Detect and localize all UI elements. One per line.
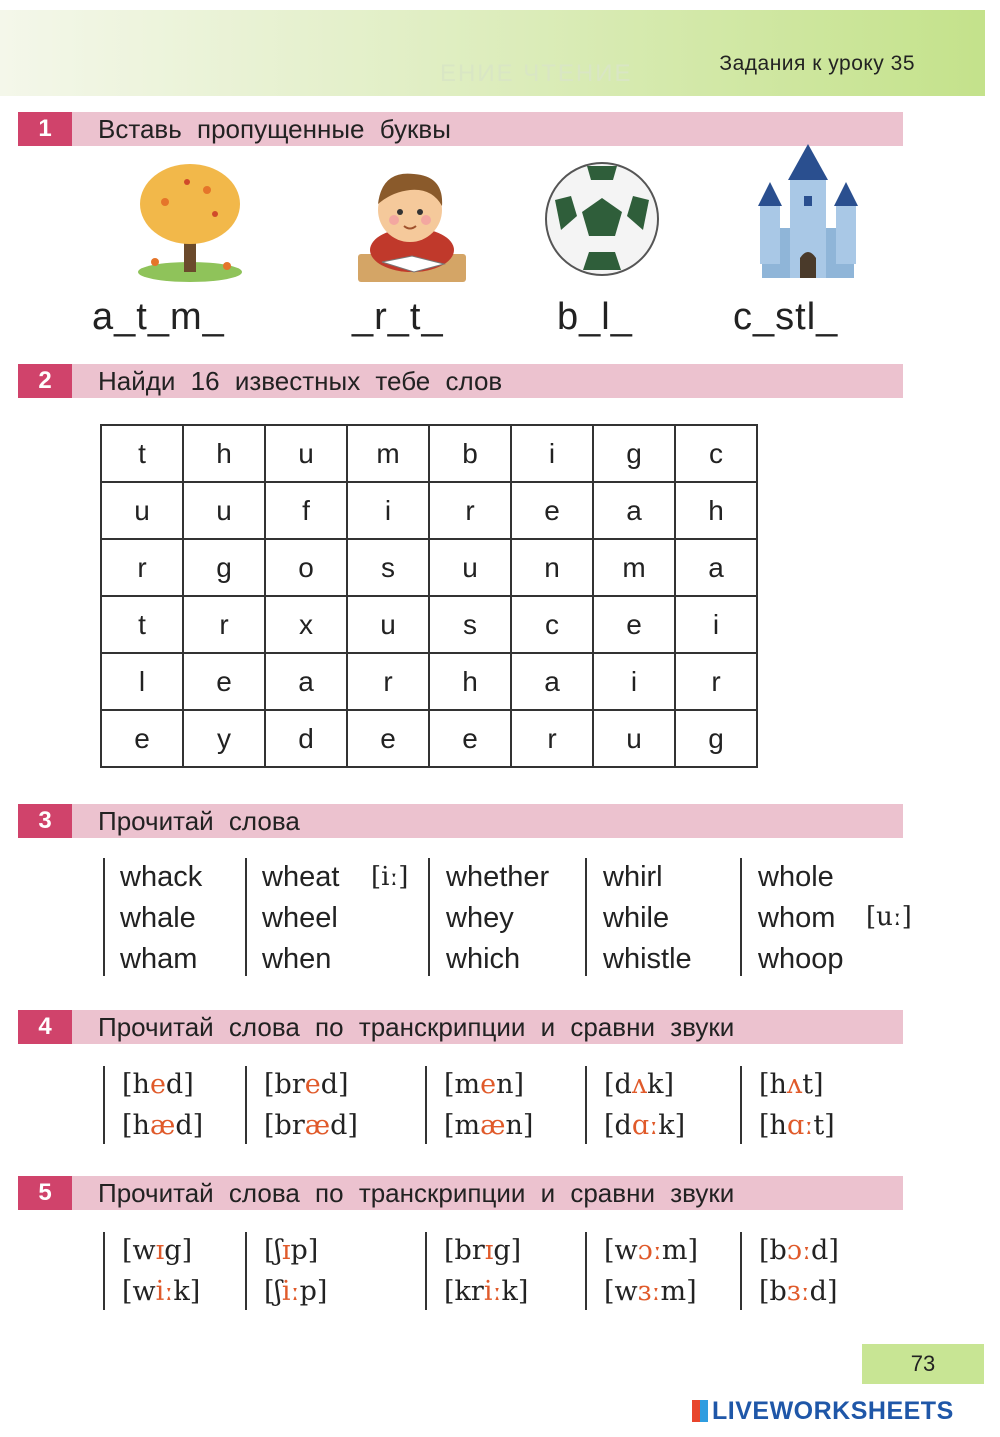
vowel-sound: e [149,1069,166,1100]
section-number: 4 [18,1010,72,1044]
section-title: Вставь пропущенные буквы [98,114,451,144]
transcription-column [604,1064,685,1146]
grid-cell[interactable]: n [511,539,593,596]
transcription [122,1064,203,1105]
grid-cell[interactable]: e [511,482,593,539]
transcription-part: [w [122,1276,156,1307]
section-5-header [18,1176,903,1210]
column-divider [103,858,105,976]
grid-cell[interactable]: r [347,653,429,710]
vowel-sound: ɑː [786,1110,814,1141]
section-title: Прочитай слова [98,806,300,836]
vowel-sound: iː [155,1276,174,1307]
transcription-part: k] [647,1069,674,1100]
transcription-part: [ʃ [264,1276,282,1307]
transcription [759,1105,835,1146]
transcription [264,1271,327,1312]
grid-cell[interactable]: r [511,710,593,767]
transcription [444,1230,528,1271]
transcription-column [759,1064,835,1146]
column-divider [245,1232,247,1310]
transcription [759,1230,839,1271]
transcription-part: [h [759,1069,787,1100]
transcription-part: g] [493,1235,522,1266]
word: whirl [603,861,663,893]
vowel-sound: æ [304,1110,331,1141]
transcription-part: t] [813,1110,835,1141]
transcription-part: n] [505,1110,534,1141]
grid-cell[interactable]: a [511,653,593,710]
grid-cell[interactable]: t [101,425,183,482]
grid-cell[interactable]: m [593,539,675,596]
grid-cell[interactable]: g [183,539,265,596]
word-column [603,857,692,980]
transcription [604,1271,698,1312]
transcription-part: m] [661,1235,699,1266]
grid-row [101,425,757,482]
section-number: 1 [18,112,72,146]
vowel-sound: ʌ [786,1069,803,1100]
transcription [264,1064,358,1105]
word-search-grid [100,424,758,768]
word-column [262,857,339,980]
transcription-part: d] [320,1069,349,1100]
grid-row [101,539,757,596]
castle-icon [752,138,864,280]
grid-cell[interactable]: s [429,596,511,653]
grid-row [101,653,757,710]
section-3-header [18,804,903,838]
transcription-part: [kr [444,1276,484,1307]
grid-row [101,710,757,767]
transcription-part: m] [660,1276,697,1307]
word-gap-label: _r_t_ [352,296,444,338]
word: wheel [262,902,338,934]
word-column [446,857,549,980]
grid-cell[interactable]: f [265,482,347,539]
transcription-part: [h [122,1110,150,1141]
transcription-part: k] [173,1276,201,1307]
lesson-title: Задания к уроку 35 [719,52,915,75]
grid-cell[interactable]: g [675,710,757,767]
page-number: 73 [862,1344,984,1384]
grid-cell[interactable]: r [183,596,265,653]
grid-cell[interactable]: e [101,710,183,767]
transcription-part: k] [501,1276,529,1307]
grid-cell[interactable]: x [265,596,347,653]
transcription-part: d] [165,1069,194,1100]
transcription [604,1105,685,1146]
word: which [446,943,521,975]
column-divider [740,858,742,976]
word: whoop [758,943,844,975]
vowel-sound: ɔː [637,1235,662,1266]
transcription [122,1230,200,1271]
transcription-part: p] [290,1235,319,1266]
grid-cell[interactable]: r [101,539,183,596]
transcription-part: p] [299,1276,328,1307]
section-number: 2 [18,364,72,398]
transcription-column [444,1064,533,1146]
column-divider [103,1066,105,1144]
grid-cell[interactable]: e [347,710,429,767]
column-divider [425,1066,427,1144]
transcription-part: [w [604,1235,638,1266]
transcription-part: [d [604,1110,632,1141]
word: whey [446,902,514,934]
transcription-column [264,1064,358,1146]
transcription-part: t] [802,1069,824,1100]
liveworksheets-logo-icon [692,1400,708,1422]
transcription-part: k] [658,1110,686,1141]
column-divider [740,1066,742,1144]
grid-cell[interactable]: i [347,482,429,539]
vowel-sound: iː [483,1276,502,1307]
word: while [603,902,670,934]
grid-cell[interactable]: d [265,710,347,767]
transcription-part: d] [175,1110,204,1141]
grid-cell[interactable]: u [265,425,347,482]
grid-cell[interactable]: t [101,596,183,653]
word-gap-label: b_l_ [557,296,633,338]
transcription [759,1271,839,1312]
transcription-part: [m [444,1069,481,1100]
vowel-sound: ɜː [786,1276,810,1307]
header-ghost-text: ЕНИЕ ЧТЕНИЕ [440,60,633,87]
transcription-part: d] [811,1235,839,1266]
grid-cell[interactable]: u [593,710,675,767]
column-divider [245,858,247,976]
transcription [444,1105,533,1146]
grid-cell[interactable]: h [675,482,757,539]
transcription [122,1105,203,1146]
transcription [604,1230,698,1271]
grid-cell[interactable]: e [183,653,265,710]
transcription-column [264,1230,327,1312]
boy-writing-icon [352,162,472,284]
section-title: Найди 16 известных тебе слов [98,366,503,396]
transcription-part: [br [264,1069,305,1100]
grid-cell[interactable]: s [347,539,429,596]
word: wheat [262,861,340,893]
grid-cell[interactable]: i [511,425,593,482]
column-divider [585,1232,587,1310]
grid-cell[interactable]: y [183,710,265,767]
vowel-sound: ɔː [786,1235,812,1266]
word: whack [120,861,203,893]
grid-cell[interactable]: a [593,482,675,539]
grid-cell[interactable]: i [675,596,757,653]
transcription [264,1105,358,1146]
transcription-part: [h [759,1110,787,1141]
vowel-sound: ɪ [155,1235,165,1266]
vowel-sound: e [304,1069,321,1100]
section-4-header [18,1010,903,1044]
transcription-part: g] [164,1235,193,1266]
grid-cell[interactable]: a [675,539,757,596]
word-gap-label: c_stl_ [733,296,839,338]
transcription-part: [br [444,1235,485,1266]
transcription-part: [w [604,1276,638,1307]
phoneme-tag: [uː] [866,902,912,932]
transcription-column [759,1230,839,1312]
transcription [122,1271,200,1312]
vowel-sound: æ [480,1110,506,1141]
grid-cell[interactable]: u [347,596,429,653]
vowel-sound: ɑː [631,1110,659,1141]
grid-cell[interactable]: l [101,653,183,710]
transcription-column [122,1230,200,1312]
grid-cell[interactable]: c [511,596,593,653]
column-divider [425,1232,427,1310]
word-gap-label: a_t_m_ [92,296,225,338]
grid-cell[interactable]: e [593,596,675,653]
transcription-column [122,1064,203,1146]
grid-cell[interactable]: o [265,539,347,596]
section-number: 5 [18,1176,72,1210]
transcription [604,1064,685,1105]
transcription-part: [d [604,1069,632,1100]
transcription-column [604,1230,698,1312]
word: whistle [603,943,692,975]
grid-cell[interactable]: c [675,425,757,482]
brand-label: LIVEWORKSHEETS [712,1397,954,1425]
grid-cell[interactable]: r [675,653,757,710]
brand-logo[interactable] [692,1397,954,1426]
grid-cell[interactable]: r [429,482,511,539]
column-divider [585,1066,587,1144]
grid-cell[interactable]: m [347,425,429,482]
grid-cell[interactable]: b [429,425,511,482]
transcription-part: d] [809,1276,838,1307]
soccer-ball-icon [543,160,661,278]
grid-row [101,482,757,539]
transcription-part: [h [122,1069,150,1100]
transcription [759,1064,835,1105]
column-divider [103,1232,105,1310]
transcription-part: [ʃ [264,1235,282,1266]
section-title: Прочитай слова по транскрипции и сравни звуки [98,1012,735,1042]
grid-cell[interactable]: i [593,653,675,710]
column-divider [740,1232,742,1310]
column-divider [585,858,587,976]
section-title: Прочитай слова по транскрипции и сравни звуки [98,1178,735,1208]
transcription-part: [b [759,1235,787,1266]
vowel-sound: ʌ [631,1069,648,1100]
word: whale [120,902,196,934]
vowel-sound: æ [149,1110,176,1141]
word: wham [120,943,198,975]
transcription-part: [w [122,1235,156,1266]
word: when [262,943,332,975]
grid-row [101,596,757,653]
column-divider [245,1066,247,1144]
vowel-sound: ɜː [637,1276,661,1307]
grid-cell[interactable]: h [429,653,511,710]
vowel-sound: e [480,1069,497,1100]
phoneme-tag: [iː] [371,862,409,892]
word-column [758,857,843,980]
grid-cell[interactable]: e [429,710,511,767]
grid-cell[interactable]: g [593,425,675,482]
transcription [264,1230,327,1271]
section-number: 3 [18,804,72,838]
transcription-part: [m [444,1110,481,1141]
grid-cell[interactable]: h [183,425,265,482]
transcription-column [444,1230,528,1312]
vowel-sound: iː [281,1276,300,1307]
word: whole [758,861,834,893]
word: whom [758,902,836,934]
transcription [444,1271,528,1312]
column-divider [428,858,430,976]
transcription [444,1064,533,1105]
vowel-sound: ɪ [484,1235,494,1266]
transcription-part: [b [759,1276,787,1307]
grid-cell[interactable]: u [183,482,265,539]
transcription-part: d] [330,1110,358,1141]
vowel-sound: ɪ [281,1235,291,1266]
grid-cell[interactable]: u [429,539,511,596]
transcription-part: [br [264,1110,305,1141]
grid-cell[interactable]: u [101,482,183,539]
grid-cell[interactable]: a [265,653,347,710]
word-column [120,857,202,980]
word: whether [446,861,550,893]
section-2-header [18,364,903,398]
transcription-part: n] [496,1069,525,1100]
autumn-tree-icon [135,162,245,284]
